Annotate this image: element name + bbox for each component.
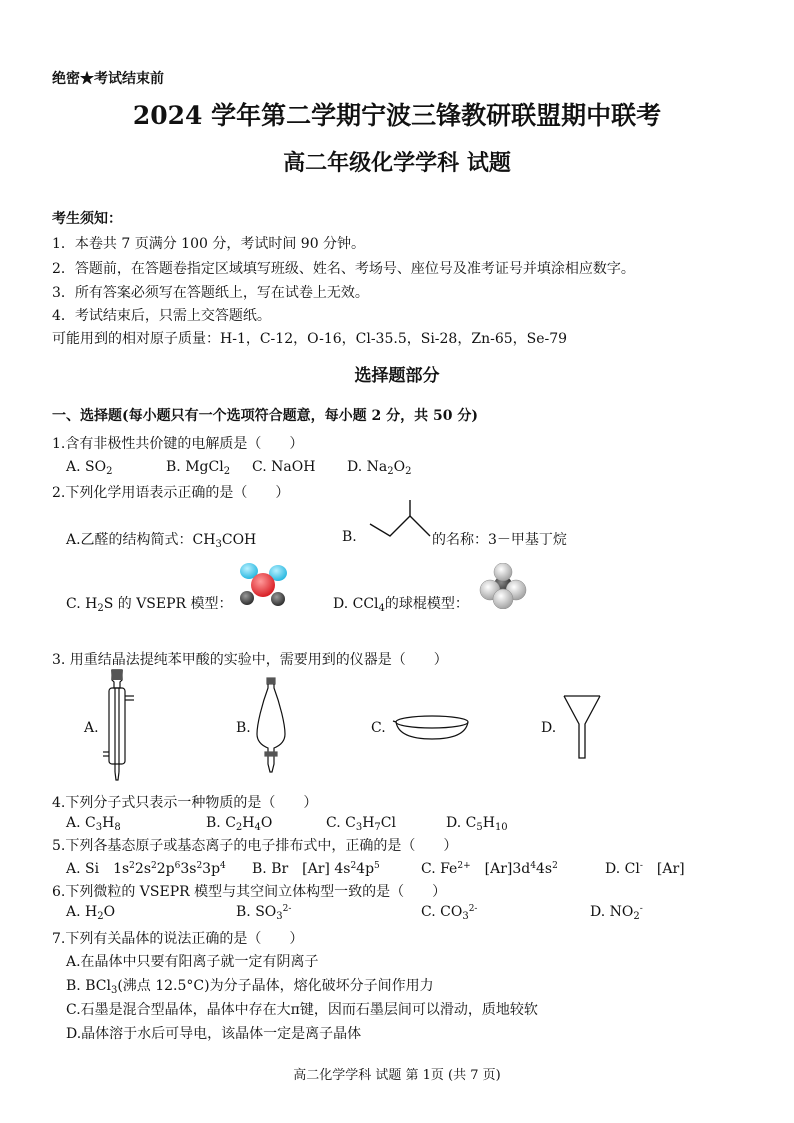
funnel-image: [560, 694, 604, 762]
q5-option-d: D. Cl- [Ar]: [605, 861, 685, 877]
q4-stem: 4.下列分子式只表示一种物质的是（ ）: [52, 795, 318, 811]
q3-option-a-label: A.: [84, 720, 99, 736]
section-title: 选择题部分: [354, 366, 440, 386]
q5-stem: 5.下列各基态原子或基态离子的电子排布式中，正确的是（ ）: [52, 838, 458, 854]
q1-option-b: B. MgCl$_2$: [166, 459, 231, 477]
q4-option-a: A. $C_3H_8$: [66, 815, 121, 833]
notice-item: 3．所有答案必须写在答题纸上，写在试卷上无效。: [52, 285, 369, 301]
q2-option-d: D. CCl$_4$的球棍模型：: [333, 596, 469, 614]
q2-option-b-text: 的名称：3－甲基丁烷: [432, 532, 567, 548]
skeletal-formula-image: [368, 500, 434, 540]
q3-option-b-label: B.: [236, 720, 251, 736]
q5-option-a: A. Si $1s^22s^22p^63s^23p^4$: [66, 861, 226, 877]
q2-option-a: A.乙醛的结构简式：$CH_3COH$: [66, 532, 257, 550]
notice-item: 2．答题前，在答题卷指定区域填写班级、姓名、考场号、座位号及准考证号并填涂相应数字。: [52, 261, 635, 277]
ball-stick-model-image: [478, 563, 528, 609]
notice-heading: 考生须知：: [52, 211, 122, 227]
q6-option-c: C. $CO_3^{2-}$: [421, 904, 478, 922]
notice-item: 1．本卷共 7 页满分 100 分，考试时间 90 分钟。: [52, 236, 366, 252]
q3-option-d-label: D.: [541, 720, 557, 736]
q7-option-d: D.晶体溶于水后可导电，该晶体一定是离子晶体: [66, 1026, 362, 1042]
q2-stem: 2.下列化学用语表示正确的是（ ）: [52, 485, 290, 501]
confidential-label: 绝密★考试结束前: [52, 71, 164, 87]
exam-subtitle: 高二年级化学学科 试题: [283, 150, 511, 176]
q2-option-c: C. $H_2S$ 的 VSEPR 模型：: [66, 596, 233, 614]
q2-option-b-label: B.: [342, 529, 357, 545]
exam-title: 2024 学年第二学期宁波三锋教研联盟期中联考: [132, 101, 662, 130]
q4-option-b: B. $C_2H_4O$: [206, 815, 273, 833]
q1-option-c: C. NaOH: [252, 459, 316, 475]
part-heading: 一、选择题(每小题只有一个选项符合题意，每小题 2 分，共 50 分): [52, 408, 478, 424]
q6-option-a: A. $H_2O$: [66, 904, 116, 922]
q5-option-c: C. $Fe^{2+}$ $[Ar]3d^44s^2$: [421, 861, 558, 877]
notice-item: 4．考试结束后，只需上交答题纸。: [52, 308, 271, 324]
q7-option-b: B. BCl$_3$(沸点 12.5°C)为分子晶体，熔化破坏分子间作用力: [66, 978, 434, 996]
q1-stem: 1.含有非极性共价键的电解质是（ ）: [52, 436, 304, 452]
page-footer: 高二化学学科 试题 第 1页 (共 7 页): [293, 1068, 501, 1083]
q1-option-a: A. $SO_2$: [66, 459, 113, 477]
q3-stem: 3. 用重结晶法提纯苯甲酸的实验中，需要用到的仪器是（ ）: [52, 652, 448, 668]
q7-stem: 7.下列有关晶体的说法正确的是（ ）: [52, 931, 304, 947]
q7-option-c: C.石墨是混合型晶体，晶体中存在大π键，因而石墨层间可以滑动，质地较软: [66, 1002, 538, 1018]
q1-option-d: D. $Na_2O_2$: [347, 459, 412, 477]
q6-option-d: D. $NO_2^-$: [590, 904, 643, 922]
evaporating-dish-image: [392, 712, 472, 742]
q3-option-c-label: C.: [371, 720, 386, 736]
q4-option-c: C. $C_3H_7Cl$: [326, 815, 396, 833]
q6-stem: 6.下列微粒的 VSEPR 模型与其空间立体构型一致的是（ ）: [52, 884, 447, 900]
condenser-image: [102, 668, 136, 784]
q5-option-b: B. Br [Ar] $4s^24p^5$: [252, 861, 380, 877]
q6-option-b: B. $SO_3^{2-}$: [236, 904, 292, 922]
separatory-funnel-image: [254, 676, 288, 776]
vsepr-model-image: [236, 561, 292, 607]
q4-option-d: D. $C_5H_{10}$: [446, 815, 508, 833]
q7-option-a: A.在晶体中只要有阳离子就一定有阴离子: [66, 954, 319, 970]
atomic-masses: 可能用到的相对原子质量：H-1，C-12，O-16，Cl-35.5，Si-28，Zn-65，Se-79: [52, 331, 568, 347]
